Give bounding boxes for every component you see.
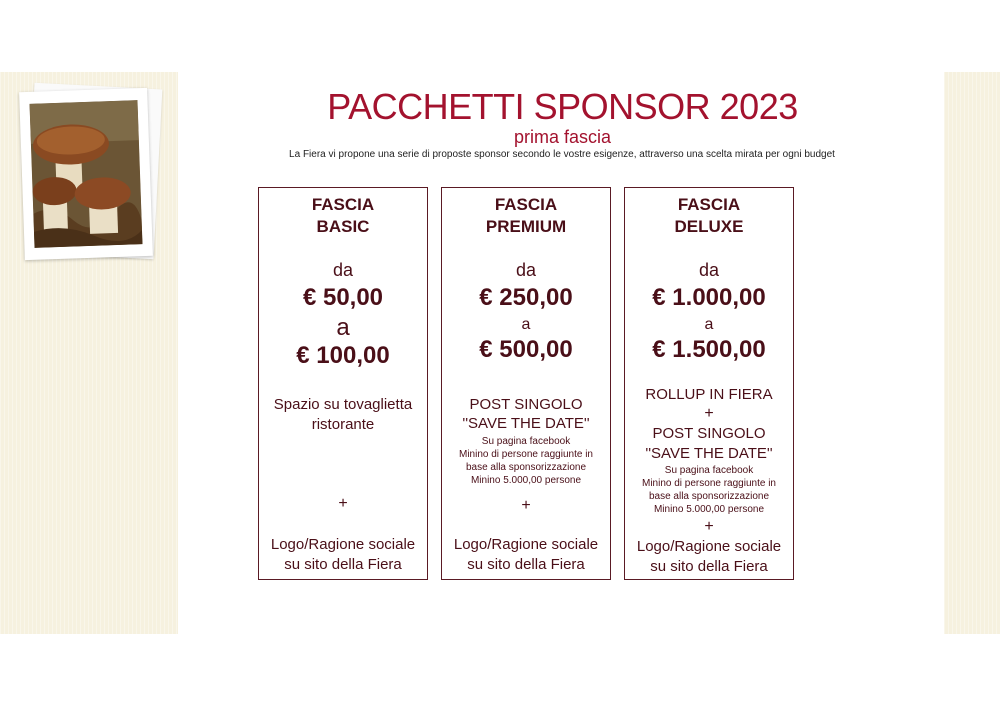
- card-a-label: a: [704, 316, 714, 333]
- card-a-label: a: [521, 316, 531, 333]
- card-feature-line: POST SINGOLO: [469, 396, 583, 413]
- card-package-name: BASIC: [316, 217, 370, 236]
- card-plus: +: [338, 495, 348, 512]
- card-feature-line: ''SAVE THE DATE'': [645, 445, 773, 462]
- page-subtitle: prima fascia: [513, 127, 612, 147]
- card-logo-line: Logo/Ragione sociale: [453, 536, 599, 553]
- card-extra-line: ROLLUP IN FIERA: [645, 386, 773, 403]
- card-feature-line: ristorante: [311, 416, 375, 433]
- intro-text: La Fiera vi propone una serie di proposte sponsor secondo le vostre esigenze, attraverso una scelta mirata per ogni budget: [289, 149, 835, 160]
- card-detail-line: Su pagina facebook: [481, 436, 571, 447]
- card-a-label: a: [336, 314, 350, 341]
- card-price-to: € 1.500,00: [652, 336, 766, 363]
- package-card-deluxe: [624, 187, 794, 580]
- card-detail-line: Su pagina facebook: [664, 465, 754, 476]
- card-plus: +: [704, 518, 714, 535]
- card-price-from: € 50,00: [302, 284, 384, 311]
- card-logo-line: su sito della Fiera: [467, 556, 585, 573]
- card-package-name: PREMIUM: [485, 217, 567, 236]
- card-da-label: da: [698, 260, 720, 280]
- card-logo-line: su sito della Fiera: [284, 556, 402, 573]
- right-decor-strip: [944, 72, 1000, 634]
- card-da-label: da: [515, 260, 537, 280]
- card-logo-line: Logo/Ragione sociale: [636, 538, 782, 555]
- card-price-from: € 1.000,00: [652, 284, 766, 311]
- package-card-basic: [258, 187, 428, 580]
- card-fascia-label: FASCIA: [311, 195, 375, 214]
- card-logo-line: Logo/Ragione sociale: [270, 536, 416, 553]
- card-plus: +: [521, 497, 531, 514]
- card-da-label: da: [332, 260, 354, 280]
- card-detail-line: Minino di persone raggiunte in: [459, 449, 593, 460]
- card-package-name: DELUXE: [674, 217, 744, 236]
- card-price-from: € 250,00: [479, 284, 573, 311]
- card-logo-line: su sito della Fiera: [650, 558, 768, 575]
- package-card-premium: [441, 187, 611, 580]
- card-detail-line: base alla sponsorizzazione: [648, 491, 770, 502]
- card-feature-line: ''SAVE THE DATE'': [462, 415, 590, 432]
- card-feature-line: Spazio su tovaglietta: [273, 396, 413, 413]
- card-detail-line: Minino 5.000,00 persone: [653, 504, 765, 515]
- card-feature-line: POST SINGOLO: [652, 425, 766, 442]
- card-detail-line: base alla sponsorizzazione: [465, 462, 587, 473]
- card-detail-line: Minino di persone raggiunte in: [642, 478, 776, 489]
- card-price-to: € 100,00: [296, 342, 390, 369]
- card-detail-line: Minino 5.000,00 persone: [470, 475, 582, 486]
- card-extra-plus: +: [704, 405, 714, 422]
- card-price-to: € 500,00: [479, 336, 573, 363]
- page-title: PACCHETTI SPONSOR 2023: [327, 86, 798, 127]
- card-fascia-label: FASCIA: [494, 195, 558, 214]
- card-fascia-label: FASCIA: [677, 195, 741, 214]
